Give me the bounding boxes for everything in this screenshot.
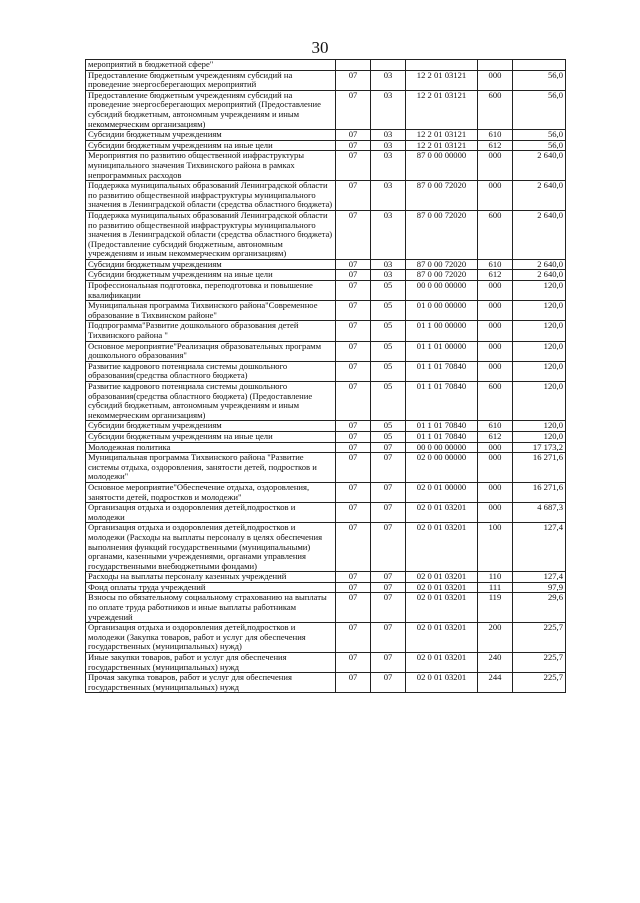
row-subsection-code: 05: [371, 421, 406, 432]
row-amount: 225,7: [513, 673, 566, 693]
row-amount: 127,4: [513, 572, 566, 583]
row-subsection-code: 07: [371, 442, 406, 453]
row-section-code: 07: [336, 523, 371, 572]
row-target-article: 12 2 01 03121: [406, 140, 478, 151]
table-row: [86, 673, 566, 693]
row-target-article: 01 1 01 70840: [406, 421, 478, 432]
row-name: Развитие кадрового потенциала системы дошкольного образования(средства областного бюджета): [86, 361, 336, 381]
row-amount: 2 640,0: [513, 210, 566, 259]
row-expense-type: 000: [478, 503, 513, 523]
row-section-code: 07: [336, 623, 371, 653]
row-name: Профессиональная подготовка, переподготовка и повышение квалификации: [86, 281, 336, 301]
row-subsection-code: 07: [371, 482, 406, 502]
row-section-code: 07: [336, 70, 371, 90]
row-amount: 120,0: [513, 431, 566, 442]
row-name: Поддержка муниципальных образований Ленинградской области по развитию общественной инфраструктуры муниципального значения в Ленинградской области (средства областного бюджета): [86, 181, 336, 211]
row-target-article: 02 0 01 03201: [406, 593, 478, 623]
row-subsection-code: 05: [371, 361, 406, 381]
row-name: Основное мероприятие"Реализация образовательных программ дошкольного образования": [86, 341, 336, 361]
row-target-article: 02 0 01 03201: [406, 582, 478, 593]
row-name: Субсидии бюджетным учреждениям на иные цели: [86, 431, 336, 442]
row-expense-type: 000: [478, 70, 513, 90]
row-subsection-code: 03: [371, 181, 406, 211]
row-section-code: 07: [336, 653, 371, 673]
row-amount: 16 271,6: [513, 453, 566, 483]
row-section-code: 07: [336, 281, 371, 301]
row-amount: 120,0: [513, 421, 566, 432]
row-amount: 2 640,0: [513, 181, 566, 211]
row-section-code: 07: [336, 673, 371, 693]
row-target-article: 02 0 01 03201: [406, 523, 478, 572]
row-expense-type: 000: [478, 482, 513, 502]
row-amount: 16 271,6: [513, 482, 566, 502]
row-subsection-code: 03: [371, 210, 406, 259]
row-section-code: 07: [336, 442, 371, 453]
row-name: Субсидии бюджетным учреждениям на иные цели: [86, 140, 336, 151]
row-name: Расходы на выплаты персоналу казенных учреждений: [86, 572, 336, 583]
row-name: Организация отдыха и оздоровления детей,подростков и молодежи (Закупка товаров, работ и услуг для обеспечения государственных (муниципальных) нужд): [86, 623, 336, 653]
row-amount: 4 687,3: [513, 503, 566, 523]
row-subsection-code: 05: [371, 341, 406, 361]
row-amount: 2 640,0: [513, 270, 566, 281]
row-subsection-code: 07: [371, 653, 406, 673]
row-subsection-code: 05: [371, 301, 406, 321]
row-target-article: 87 0 00 72020: [406, 270, 478, 281]
table-row: [86, 259, 566, 270]
row-target-article: [406, 60, 478, 71]
table-row: [86, 593, 566, 623]
row-name: Организация отдыха и оздоровления детей,подростков и молодежи (Расходы на выплаты персоналу в целях обеспечения выполнения функций государственными (муниципальными) органами, казенными учреждениями, органами управления государственными внебюджетными фондами): [86, 523, 336, 572]
row-name: Иные закупки товаров, работ и услуг для обеспечения государственных (муниципальных) нужд: [86, 653, 336, 673]
row-section-code: 07: [336, 382, 371, 421]
row-expense-type: 000: [478, 181, 513, 211]
table-row: [86, 572, 566, 583]
row-section-code: 07: [336, 210, 371, 259]
table-row: [86, 301, 566, 321]
table-row: [86, 60, 566, 71]
row-target-article: 02 0 01 03201: [406, 623, 478, 653]
row-amount: 17 173,2: [513, 442, 566, 453]
row-target-article: 01 1 01 00000: [406, 341, 478, 361]
row-subsection-code: 07: [371, 572, 406, 583]
row-subsection-code: [371, 60, 406, 71]
row-target-article: 02 0 01 03201: [406, 673, 478, 693]
row-name: Поддержка муниципальных образований Ленинградской области по развитию общественной инфраструктуры муниципального значения в Ленинградской области (средства областного бюджета) (Предоставление субсидий бюджетным, автономным учреждениям и иным некоммерческим организациям): [86, 210, 336, 259]
table-row: [86, 382, 566, 421]
table-row: [86, 442, 566, 453]
row-section-code: 07: [336, 341, 371, 361]
table-row: [86, 181, 566, 211]
row-subsection-code: 03: [371, 151, 406, 181]
row-name: Субсидии бюджетным учреждениям: [86, 259, 336, 270]
row-expense-type: 000: [478, 341, 513, 361]
row-expense-type: 240: [478, 653, 513, 673]
row-amount: 29,6: [513, 593, 566, 623]
row-amount: 225,7: [513, 623, 566, 653]
table-row: [86, 140, 566, 151]
row-expense-type: 612: [478, 140, 513, 151]
row-section-code: 07: [336, 582, 371, 593]
row-target-article: 87 0 00 72020: [406, 181, 478, 211]
table-row: [86, 341, 566, 361]
row-expense-type: 612: [478, 431, 513, 442]
row-amount: 120,0: [513, 281, 566, 301]
row-expense-type: 612: [478, 270, 513, 281]
row-name: Субсидии бюджетным учреждениям: [86, 130, 336, 141]
row-target-article: 01 1 01 70840: [406, 382, 478, 421]
budget-table: [85, 59, 566, 693]
row-amount: 56,0: [513, 90, 566, 129]
row-subsection-code: 07: [371, 623, 406, 653]
row-name: Предоставление бюджетным учреждениям субсидий на проведение энергосберегающих мероприятий: [86, 70, 336, 90]
row-section-code: 07: [336, 431, 371, 442]
row-expense-type: 610: [478, 259, 513, 270]
row-section-code: 07: [336, 90, 371, 129]
row-name: Основное мероприятие"Обеспечение отдыха, оздоровления, занятости детей, подростков и молодежи": [86, 482, 336, 502]
row-section-code: 07: [336, 270, 371, 281]
row-amount: 56,0: [513, 140, 566, 151]
row-target-article: 01 1 01 70840: [406, 361, 478, 381]
row-expense-type: 000: [478, 151, 513, 181]
row-section-code: [336, 60, 371, 71]
row-section-code: 07: [336, 321, 371, 341]
row-target-article: 87 0 00 00000: [406, 151, 478, 181]
row-expense-type: 000: [478, 301, 513, 321]
table-row: [86, 270, 566, 281]
row-target-article: 02 0 01 03201: [406, 653, 478, 673]
row-section-code: 07: [336, 259, 371, 270]
row-name: Муниципальная программа Тихвинского района"Современное образование в Тихвинском районе": [86, 301, 336, 321]
row-subsection-code: 05: [371, 382, 406, 421]
row-amount: 97,9: [513, 582, 566, 593]
row-section-code: 07: [336, 151, 371, 181]
row-amount: 2 640,0: [513, 151, 566, 181]
row-expense-type: 110: [478, 572, 513, 583]
table-row: [86, 281, 566, 301]
row-expense-type: 119: [478, 593, 513, 623]
row-subsection-code: 03: [371, 70, 406, 90]
row-expense-type: 600: [478, 90, 513, 129]
row-amount: 120,0: [513, 301, 566, 321]
row-expense-type: 200: [478, 623, 513, 653]
row-target-article: 00 0 00 00000: [406, 442, 478, 453]
table-row: [86, 361, 566, 381]
row-subsection-code: 03: [371, 130, 406, 141]
row-section-code: 07: [336, 181, 371, 211]
row-amount: 56,0: [513, 130, 566, 141]
row-target-article: 00 0 00 00000: [406, 281, 478, 301]
row-expense-type: 600: [478, 210, 513, 259]
row-target-article: 01 0 00 00000: [406, 301, 478, 321]
budget-table-body: [86, 60, 566, 693]
row-subsection-code: 07: [371, 593, 406, 623]
row-expense-type: 600: [478, 382, 513, 421]
row-subsection-code: 05: [371, 281, 406, 301]
row-name: Муниципальная программа Тихвинского района "Развитие системы отдыха, оздоровления, занятости детей, подростков и молодежи": [86, 453, 336, 483]
row-section-code: 07: [336, 421, 371, 432]
row-target-article: 12 2 01 03121: [406, 70, 478, 90]
row-name: Прочая закупка товаров, работ и услуг для обеспечения государственных (муниципальных) нужд: [86, 673, 336, 693]
row-amount: 2 640,0: [513, 259, 566, 270]
row-expense-type: 111: [478, 582, 513, 593]
table-row: [86, 210, 566, 259]
row-subsection-code: 07: [371, 503, 406, 523]
row-target-article: 02 0 01 00000: [406, 482, 478, 502]
row-expense-type: 000: [478, 361, 513, 381]
row-section-code: 07: [336, 453, 371, 483]
row-target-article: 12 2 01 03121: [406, 130, 478, 141]
row-amount: 120,0: [513, 341, 566, 361]
row-amount: 120,0: [513, 361, 566, 381]
row-target-article: 02 0 01 03201: [406, 572, 478, 583]
row-subsection-code: 07: [371, 523, 406, 572]
row-name: Фонд оплаты труда учреждений: [86, 582, 336, 593]
row-name: Молодежная политика: [86, 442, 336, 453]
row-target-article: 12 2 01 03121: [406, 90, 478, 129]
row-target-article: 87 0 00 72020: [406, 210, 478, 259]
row-subsection-code: 05: [371, 431, 406, 442]
row-subsection-code: 03: [371, 259, 406, 270]
row-subsection-code: 05: [371, 321, 406, 341]
row-name: мероприятий в бюджетной сфере": [86, 60, 336, 71]
table-row: [86, 421, 566, 432]
row-section-code: 07: [336, 482, 371, 502]
row-section-code: 07: [336, 572, 371, 583]
table-row: [86, 582, 566, 593]
row-name: Субсидии бюджетным учреждениям: [86, 421, 336, 432]
row-amount: 120,0: [513, 321, 566, 341]
row-target-article: 01 1 01 70840: [406, 431, 478, 442]
row-name: Развитие кадрового потенциала системы дошкольного образования(средства областного бюджета) (Предоставление субсидий бюджетным, автономным учреждениям и иным некоммерческим организациям): [86, 382, 336, 421]
row-name: Организация отдыха и оздоровления детей,подростков и молодежи: [86, 503, 336, 523]
row-expense-type: [478, 60, 513, 71]
row-amount: 120,0: [513, 382, 566, 421]
row-section-code: 07: [336, 361, 371, 381]
table-row: [86, 482, 566, 502]
row-subsection-code: 07: [371, 673, 406, 693]
row-amount: 127,4: [513, 523, 566, 572]
table-row: [86, 503, 566, 523]
table-row: [86, 453, 566, 483]
table-row: [86, 151, 566, 181]
row-subsection-code: 03: [371, 90, 406, 129]
row-target-article: 02 0 00 00000: [406, 453, 478, 483]
row-name: Подпрограмма"Развитие дошкольного образования детей Тихвинского района ": [86, 321, 336, 341]
row-name: Мероприятия по развитию общественной инфраструктуры муниципального значения Тихвинского района в рамках непрограммных расходов: [86, 151, 336, 181]
row-section-code: 07: [336, 301, 371, 321]
row-expense-type: 610: [478, 421, 513, 432]
row-subsection-code: 03: [371, 140, 406, 151]
row-section-code: 07: [336, 140, 371, 151]
row-expense-type: 244: [478, 673, 513, 693]
page-number: 30: [311, 38, 329, 57]
table-row: [86, 523, 566, 572]
row-subsection-code: 03: [371, 270, 406, 281]
table-row: [86, 70, 566, 90]
row-expense-type: 000: [478, 281, 513, 301]
row-subsection-code: 07: [371, 453, 406, 483]
row-expense-type: 610: [478, 130, 513, 141]
table-row: [86, 321, 566, 341]
row-section-code: 07: [336, 130, 371, 141]
row-target-article: 02 0 01 03201: [406, 503, 478, 523]
table-row: [86, 623, 566, 653]
row-amount: 56,0: [513, 70, 566, 90]
row-section-code: 07: [336, 503, 371, 523]
row-section-code: 07: [336, 593, 371, 623]
row-expense-type: 100: [478, 523, 513, 572]
row-name: Субсидии бюджетным учреждениям на иные цели: [86, 270, 336, 281]
table-row: [86, 130, 566, 141]
row-name: Взносы по обязательному социальному страхованию на выплаты по оплате труда работников и иные выплаты работникам учреждений: [86, 593, 336, 623]
row-amount: 225,7: [513, 653, 566, 673]
row-expense-type: 000: [478, 453, 513, 483]
table-row: [86, 653, 566, 673]
row-target-article: 01 1 00 00000: [406, 321, 478, 341]
table-row: [86, 431, 566, 442]
row-target-article: 87 0 00 72020: [406, 259, 478, 270]
row-expense-type: 000: [478, 442, 513, 453]
row-amount: [513, 60, 566, 71]
row-subsection-code: 07: [371, 582, 406, 593]
row-expense-type: 000: [478, 321, 513, 341]
table-row: [86, 90, 566, 129]
row-name: Предоставление бюджетным учреждениям субсидий на проведение энергосберегающих мероприятий (Предоставление субсидий бюджетным, автономным учреждениям и иным некоммерческим организациям): [86, 90, 336, 129]
